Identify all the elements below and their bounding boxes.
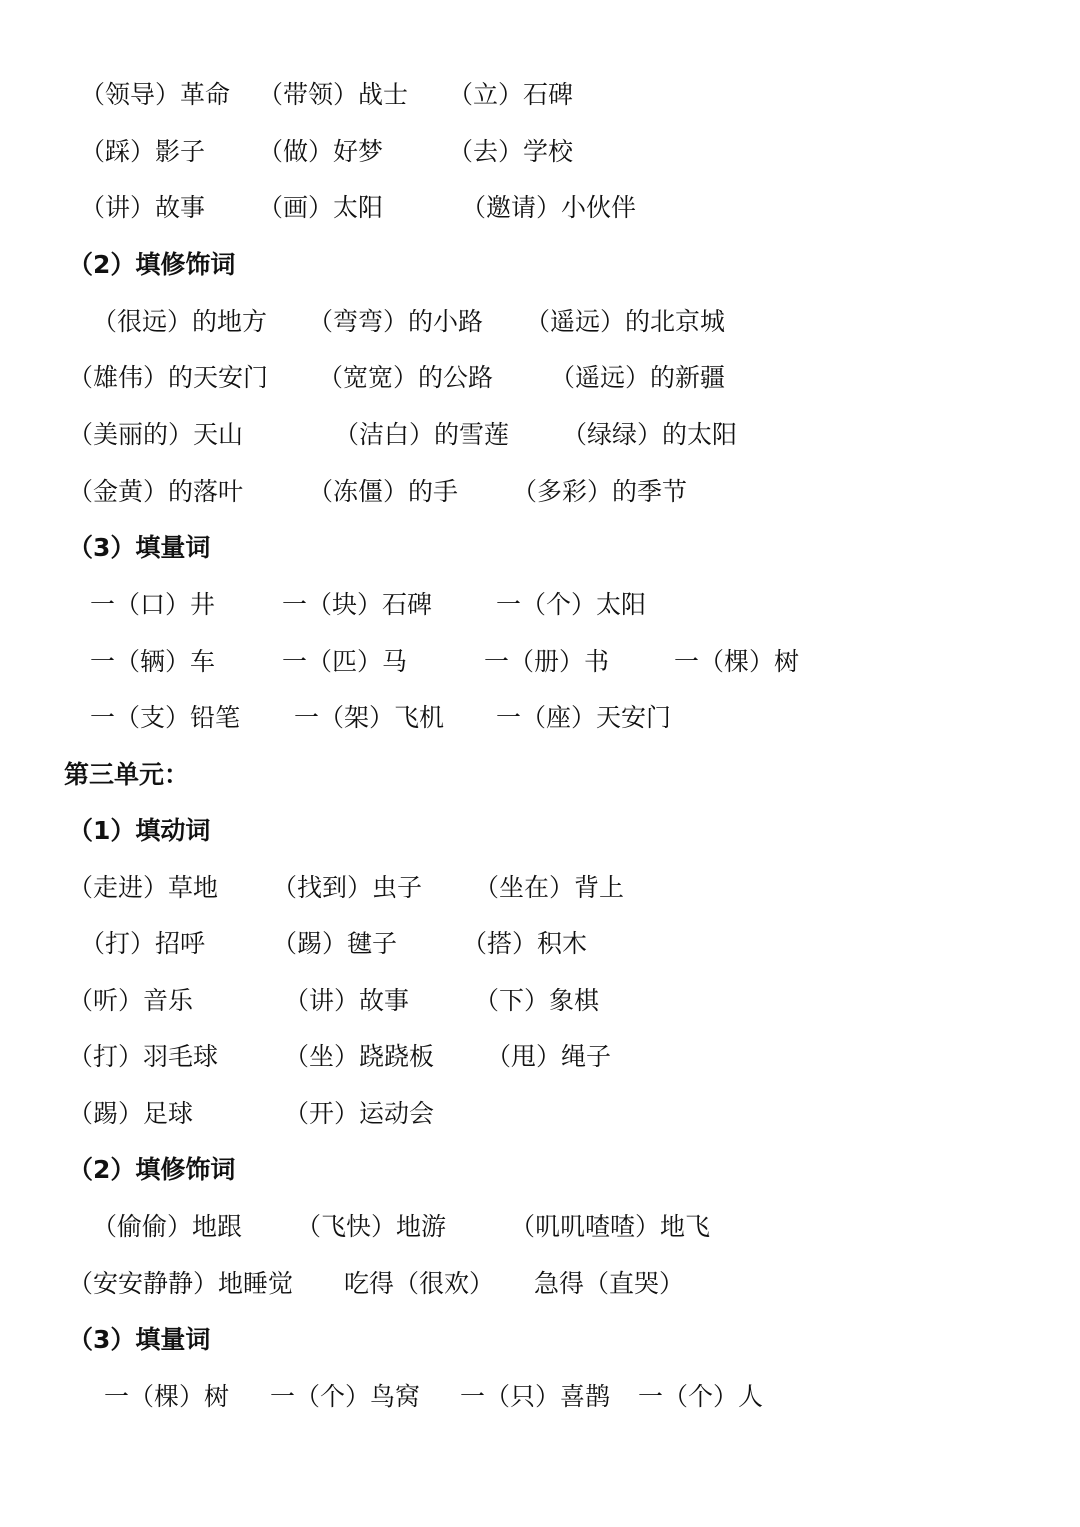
phrase: （去）学校	[448, 137, 574, 166]
phrase: （踢）毽子	[272, 929, 398, 958]
heading-text: （3）填量词	[68, 533, 211, 562]
phrase: 一（棵）树	[674, 647, 800, 676]
phrase: 一（块）石碑	[282, 590, 433, 619]
phrase: （很远）的地方	[92, 307, 268, 336]
phrase: （领导）革命	[80, 80, 231, 109]
phrase: （遥远）的新疆	[550, 363, 726, 392]
phrase: 急得（直哭）	[534, 1269, 685, 1298]
phrase: （搭）积木	[462, 929, 588, 958]
phrase: 一（支）铅笔	[90, 703, 241, 732]
phrase: 一（辆）车	[90, 647, 216, 676]
phrase: （开）运动会	[284, 1099, 435, 1128]
phrase: （邀请）小伙伴	[461, 193, 637, 222]
phrase: （金黄）的落叶	[68, 477, 244, 506]
heading-text: （2）填修饰词	[68, 250, 236, 279]
phrase: 一（棵）树	[104, 1382, 230, 1411]
phrase: （画）太阳	[258, 193, 384, 222]
heading-text: （2）填修饰词	[68, 1155, 236, 1184]
phrase: （踢）足球	[68, 1099, 194, 1128]
phrase: （坐）跷跷板	[284, 1042, 435, 1071]
unit-heading	[64, 758, 189, 792]
phrase: （多彩）的季节	[512, 477, 688, 506]
phrase: （叽叽喳喳）地飞	[510, 1212, 711, 1241]
phrase: （讲）故事	[284, 986, 410, 1015]
phrase: 一（座）天安门	[496, 703, 672, 732]
phrase: 一（册）书	[484, 647, 610, 676]
phrase: （飞快）地游	[296, 1212, 447, 1241]
phrase: 一（个）鸟窝	[270, 1382, 421, 1411]
phrase: 一（个）人	[638, 1382, 764, 1411]
phrase: （踩）影子	[80, 137, 206, 166]
phrase: （遥远）的北京城	[525, 307, 726, 336]
phrase: （带领）战士	[258, 80, 409, 109]
phrase: （找到）虫子	[272, 873, 423, 902]
section-heading-measure-words-3	[68, 1323, 210, 1357]
heading-text: （3）填量词	[68, 1325, 211, 1354]
phrase: （走进）草地	[68, 873, 219, 902]
phrase: （讲）故事	[80, 193, 206, 222]
phrase: （坐在）背上	[474, 873, 625, 902]
phrase: 一（架）飞机	[294, 703, 445, 732]
phrase: 一（口）井	[90, 590, 216, 619]
phrase: 吃得（很欢）	[344, 1269, 495, 1298]
phrase: （甩）绳子	[486, 1042, 612, 1071]
phrase: （绿绿）的太阳	[562, 420, 738, 449]
phrase: （做）好梦	[258, 137, 384, 166]
section-heading-verbs	[68, 814, 210, 848]
section-heading-measure-words	[68, 531, 210, 565]
phrase: （美丽的）天山	[68, 420, 244, 449]
section-heading-modifiers-3	[68, 1153, 235, 1187]
phrase: （洁白）的雪莲	[334, 420, 510, 449]
phrase: （安安静静）地睡觉	[68, 1269, 294, 1298]
section-heading-modifiers	[68, 248, 235, 282]
phrase: 一（个）太阳	[496, 590, 647, 619]
phrase: （听）音乐	[68, 986, 194, 1015]
phrase: （偷偷）地跟	[92, 1212, 243, 1241]
phrase: （冻僵）的手	[308, 477, 459, 506]
phrase: （宽宽）的公路	[318, 363, 494, 392]
heading-text: （1）填动词	[68, 816, 211, 845]
phrase: （弯弯）的小路	[308, 307, 484, 336]
phrase: （打）招呼	[80, 929, 206, 958]
phrase: 一（只）喜鹊	[460, 1382, 611, 1411]
phrase: （下）象棋	[474, 986, 600, 1015]
phrase: （打）羽毛球	[68, 1042, 219, 1071]
unit-title: 第三单元：	[64, 760, 190, 789]
phrase: 一（匹）马	[282, 647, 408, 676]
phrase: （立）石碑	[448, 80, 574, 109]
phrase: （雄伟）的天安门	[68, 363, 269, 392]
